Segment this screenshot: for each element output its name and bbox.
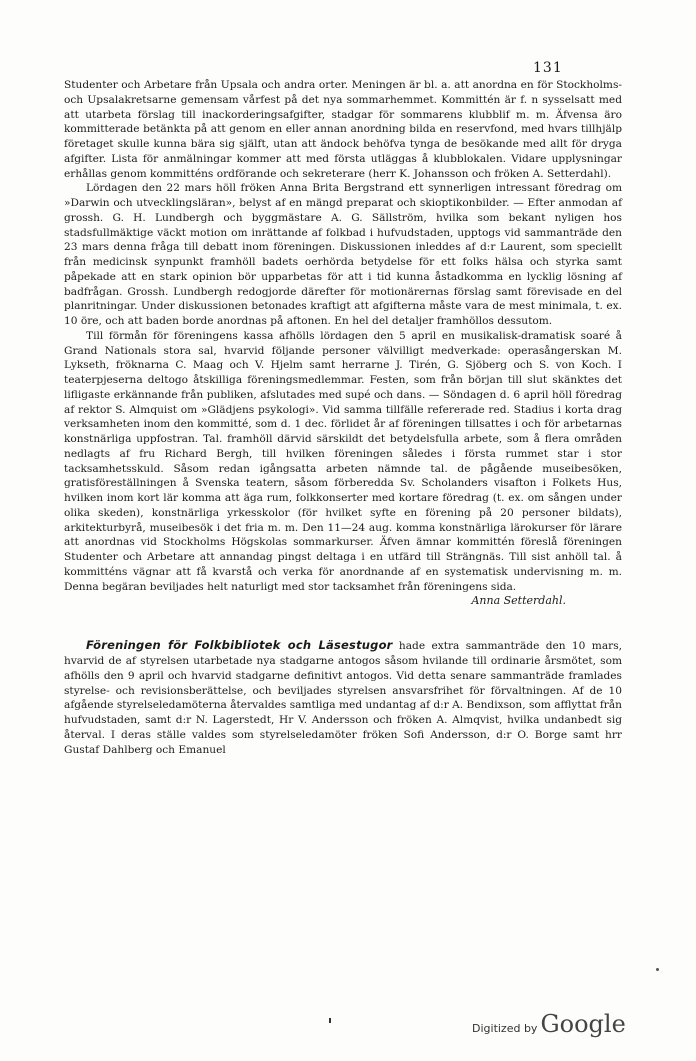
paragraph-2: Lördagen den 22 mars höll fröken Anna Brita Bergstrand ett synnerligen intressant föredrag om »Darwin och utvecklingsläran», belyst af en mängd preparat och skioptikonbilder. — Efter anmodan af grossh. G. H. Lundbergh och byggmästare A. G. Sällström, hvilka som bekant nyligen hos stadsfullmäktige väckt motion om inrättande af folkbad i hufvudstaden, upptogs vid sammanträde den 23 mars denna fråga till debatt inom föreningen. Diskussionen inleddes af d:r Laurent, som speciellt från medicinsk synpunkt framhöll badets oerhörda betydelse för ett folks hälsa och styrka samt påpekade att en stark opinion bör upparbetas för att i tid kunna åstadkomma en lycklig lösning af badfrågan. Grossh. Lundbergh redogjorde därefter för motionärernas förslag samt förevisade en del planritningar. Under diskussionen betonades kraftigt att afgifterna måste vara de mest minimala, t. ex. 10 öre, och att baden borde anordnas på aftonen. En hel del detaljer framhöllos dessutom. xyxy=(64,182,622,327)
stray-mark xyxy=(329,1018,331,1023)
paragraph-1: Studenter och Arbetare från Upsala och andra orter. Meningen är bl. a. att anordna en för Stockholms- och Upsalakretsarne gemensam vårfest på det nya sommarhemmet. Kommittén är f. n sysselsatt med att utarbeta förslag till inackorderingsafgifter, stadgar för sommarens klubblif m. m. Äfvensa äro kommitterade betänkta på att genom en eller annan anordning bilda en reservfond, med hvars tillhjälp företaget skulle kunna bära sig själft, utan att ändock behöfva tynga de besökande med allt för dryga afgifter. Lista för anmälningar kommer att med första utläggas å klubblokalen. Vidare upplysningar erhållas genom kommitténs ordförande och sekreterare (herr K. Johansson och fröken A. Setterdahl). xyxy=(64,79,622,180)
body-text xyxy=(64,78,622,757)
stray-mark xyxy=(656,968,659,971)
watermark-prefix: Digitized by xyxy=(472,1022,538,1035)
section-break xyxy=(64,608,622,638)
section-text: hade extra sammanträde den 10 mars, hvarvid de af styrelsen utarbetade nya stadgarne antogos såsom hvilande till ordinarie årsmötet, som afhölls den 9 april och hvarvid stadgarne definitivt antogos. Vid detta senare sammanträde framlades styrelse- och revisionsberättelse, och beviljades styrelsen ansvarsfrihet för förvaltningen. Af de 10 afgående styrelseledamöterna återvaldes samtliga med undantag af d:r A. Bendixson, som afflyttat från hufvudstaden, samt d:r N. Lagerstedt, Hr V. Andersson och fröken A. Almqvist, hvilka undanbedt sig återval. I deras ställe valdes som styrelseledamöter fröken Sofi Andersson, d:r O. Borge samt hrr Gustaf Dahlberg och Emanuel xyxy=(64,640,622,756)
watermark-brand: Google xyxy=(540,1010,626,1038)
paragraph-3: Till förmån för föreningens kassa afhölls lördagen den 5 april en musikalisk-dramatisk soaré å Grand Nationals stora sal, hvarvid följande personer välvilligt medverkade: operasångerskan M. Lykseth, fröknarna C. Maag och V. Hjelm samt herrarne J. Tirén, G. Sjöberg och S. von Koch. I teaterpjeserna deltogo åtskilliga föreningsmedlemmar. Festen, som från början till slut skänktes det lifligaste erkännande från publiken, afslutades med supé och dans. — Söndagen d. 6 april höll föredrag af rektor S. Almquist om »Glädjens psykologi». Vid samma tillfälle refererade red. Stadius i korta drag verksamheten inom den kommitté, som d. 1 dec. förlidet år af föreningen tillsattes i och för arbetarnas konstnärliga uppfostran. Tal. framhöll därvid särskildt det betydelsfulla arbete, som å flera områden nedlagts af fru Richard Bergh, till hvilken föreningen således i första rummet star i stor tacksamhetsskuld. Såsom redan igångsatta arbeten nämnde tal. de pågående museibesöken, gratisföreställningen å Svenska teatern, såsom förberedda Sv. Scholanders visafton i Folkets Hus, hvilken inom kort lär komma att äga rum, folkkonserter med kortare föredrag (t. ex. om sången under olika skeden), konstnärliga yrkesskolor (för hvilket syfte en förening på 20 personer bildats), arkitekturbyrå, museibesök i det fria m. m. Den 11—24 aug. komma konstnärliga lärokurser för lärare att anordnas vid Stockholms Högskolas sommarkurser. Äfven ämnar kommittén föreslå föreningen Studenter och Arbetare att annandag pingst deltaga i en utfärd till Strängnäs. Till sist anhöll tal. å kommitténs vägnar att få kvarstå och verka för anordnande af en systematisk undervisning m. m. Denna begäran beviljades helt naturligt med stor tacksamhet från föreningens sida. xyxy=(64,329,622,593)
signature: Anna Setterdahl. xyxy=(471,594,566,608)
section-paragraph xyxy=(64,638,622,757)
page-number: 131 xyxy=(533,60,563,76)
section-heading: Föreningen för Folkbibliotek och Läsestugor xyxy=(86,638,393,653)
digitized-watermark xyxy=(472,1010,626,1050)
